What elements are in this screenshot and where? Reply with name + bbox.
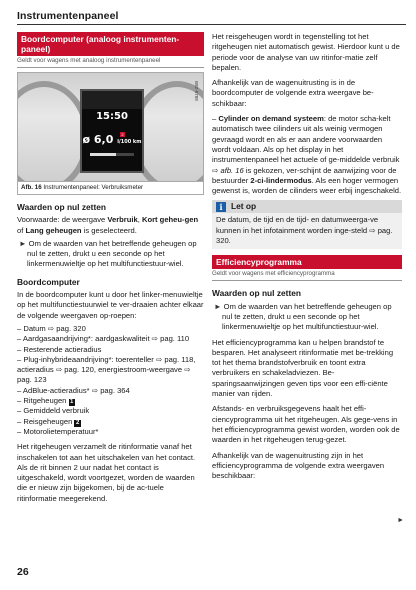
tip-header: i Let op [212,200,402,213]
extra-display-intro: Afhankelijk van de wagenuitrusting is in de boordcomputer de volgende extra weergave be-schikbaar: [212,78,374,108]
list-item: – Datum ⇨ pag. 320 [17,323,86,333]
running-header: Instrumentenpaneel [17,10,119,22]
list-item: – Ritgeheugen 1 [17,396,74,406]
heading-reset: Waarden op nul zetten [17,202,107,212]
display-bar [90,153,134,156]
display-list [17,324,204,437]
list-item: – Resterende actieradius [17,344,102,354]
cylinder-on-demand-item: – Cylinder on demand systeem: de motor scha-kelt automatisch twee cilinders uit als weinig vermogen gevraagd wordt en als er aan andere voorwaarden wordt voldaan. Als op het display in het instrumentenpaneel het actuele of ge-middelde verbruik ⇨ afb. 16 is gekozen, ver-schijnt de aanwijzing voor de bestuurder 2-ci-lindermodus. Als een hoger vermogen gewenst is, worden de cilinders weer erbij ingeschakeld. [212,114,402,196]
display-memory-badge: 2 [121,132,124,137]
section-title-efficiency: Efficiencyprogramma [212,255,402,269]
figure-code: B8Z-0788 [194,81,199,101]
reset-instruction: ► Om de waarden van het betreffende geheugen op nul te zetten, drukt u een seconde op het linkermenuwieltje op het multifunctiestuur-wiel. [19,238,197,269]
section-subtitle-efficiency: Geldt voor wagens met efficiencyprogramma [212,269,402,281]
reisgeheugen-paragraph: Het reisgeheugen wordt in tegenstelling tot het ritgeheugen niet automatisch gewist. Hierdoor kunt u de periode voor de analyse van uw ritinfor-matie zelf bepalen. [212,32,400,72]
display-consumption: ø 6,0 l/100 km [82,133,142,146]
page-number: 26 [17,566,29,578]
heading-efficiency-reset: Waarden op nul zetten [212,288,302,299]
memory-1-badge: 1 [70,399,74,406]
section-title-boordcomputer: Boordcomputer (analoog instrumenten-paneel) [17,32,204,56]
right-column [212,32,402,484]
tip-box [212,200,402,249]
efficiency-reset-instruction: ► Om de waarden van het betreffende geheugen op nul te zetten, drukt u een seconde op het linkermenuwieltje op het multifunctiestuur-wiel. [214,301,392,332]
list-item: – Motorolietemperatuur* [17,426,99,436]
header-rule [17,24,406,25]
efficiency-paragraph-2: Afstands- en verbruiksgegevens haalt het effi-ciencyprogramma uit het ritgeheugen. Als gege-vens in het efficiencyprogramma gewist worden, worden ook de waarden in het ritgeheugen terug-gezet. [212,404,400,445]
list-item: – Reisgeheugen 2 [17,416,80,426]
boordcomputer-intro: In de boordcomputer kunt u door het linker-menuwieltje op het multifunctiestuurwiel te ver-draaien achter elkaar de volgende weergaven op-roepen: [17,290,204,320]
efficiency-paragraph-3: Afhankelijk van de wagenuitrusting zijn in het efficiencyprogramma de volgende extra weergaven beschikbaar: [212,450,385,481]
list-item: – Plug-inhybrideaandrijving*: toerenteller ⇨ pag. 118, actieradius ⇨ pag. 120, energiestroom-weergave ⇨ pag. 123 [17,354,196,385]
list-item: – Aardgasaandrijving*: aardgaskwaliteit ⇨ pag. 110 [17,334,190,344]
list-item: – AdBlue-actieradius* ⇨ pag. 364 [17,385,130,395]
bullet-arrow-icon: ► [19,238,27,248]
figure-instrument-panel [17,72,204,195]
list-item: – Gemiddeld verbruik [17,406,90,416]
left-column [17,32,204,507]
instrument-panel-image [18,73,203,181]
heading-boordcomputer: Boordcomputer [17,276,80,287]
bullet-arrow-icon: ► [214,301,222,311]
figure-caption: Afb. 16 Instrumentenpaneel: Verbruiksmeter [18,181,203,194]
memory-2-badge: 2 [75,419,80,426]
efficiency-paragraph-1: Het efficiencyprogramma kan u helpen brandstof te besparen. Het analyseert ritinformatie met be-trekking tot het thema brandstofverbruik en toont extra verbruikers en schakeladviezen. Be-sparingsaanwijzingen geven tips voor een effi-ciënte manier van rijden. [212,337,394,399]
continue-arrow-icon: ► [397,517,404,524]
tip-body: De datum, de tijd en de tijd- en datumweerga-ve kunnen in het infotainment worden inge-steld ⇨ pag. 320. [212,213,402,249]
section-subtitle: Geldt voor wagens met analoog instrumentenpaneel [17,56,204,68]
ritgeheugen-paragraph: Het ritgeheugen verzamelt de ritinformatie vanaf het inschakelen tot aan het uitschakelen van het contact. Als de rit binnen 2 uur nadat het contact is uitgeschakeld, wordt voortgezet, worden de waarden die er nieuw zijn bijgekomen, bij de ac-tuele ritinformatie meegerekend. [17,442,196,503]
driver-display [80,89,144,173]
display-time: 15:50 [96,111,128,122]
reset-precondition: Voorwaarde: de weergave Verbruik, Kort geheu-gen of Lang geheugen is geselecteerd. [17,215,199,235]
info-icon: i [216,202,226,212]
